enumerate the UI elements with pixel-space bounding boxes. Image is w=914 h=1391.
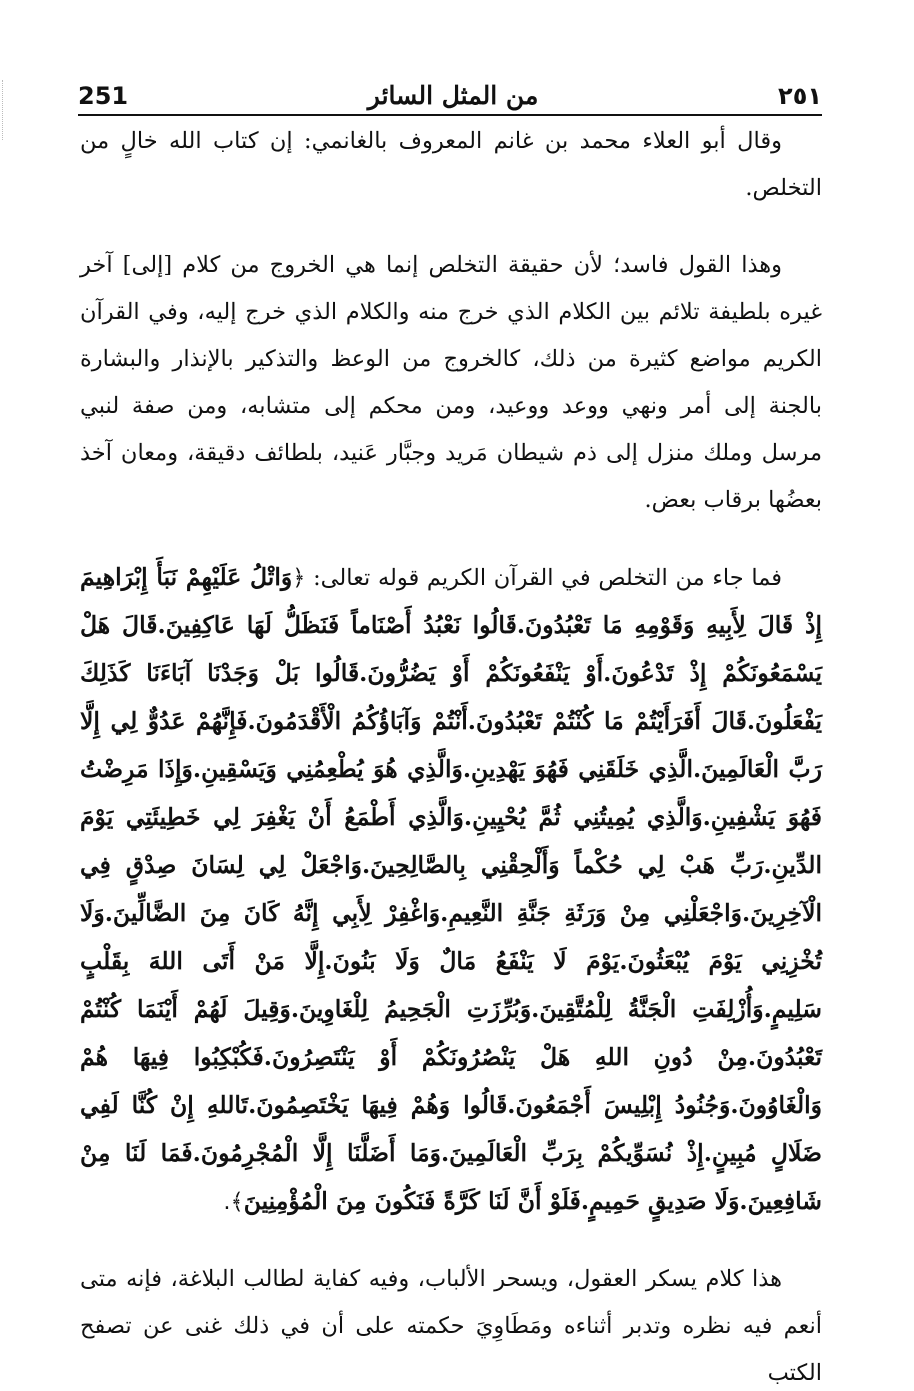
running-title: من المثل السائر (367, 81, 539, 110)
scan-margin-mark (2, 80, 19, 140)
page-body (80, 118, 822, 1386)
paragraph-3 (80, 554, 822, 1226)
quran-close-bracket: ﴾. (223, 1189, 244, 1215)
paragraph-4: هذا كلام يسكر العقول، ويسحر الألباب، وفيه كفاية لطالب البلاغة، فإنه متى أنعم فيه نظره وتدبر أثناءه ومَطَاوِيَ حكمته على أن في ذلك غنى عن تصفح الكتب (80, 1266, 822, 1386)
page-number-arabic: ٢٥١ (778, 82, 822, 110)
quran-open-bracket: ﴿ (292, 565, 306, 591)
quran-verses: وَاتْلُ عَلَيْهِمْ نَبَأَ إِبْرَاهِيمَ إِذْ قَالَ لِأَبِيهِ وَقَوْمِهِ مَا تَعْبُدُونَ.قَالُوا نَعْبُدُ أَصْنَاماً فَنَظَلُّ لَهَا عَاكِفِينَ.قَالَ هَلْ يَسْمَعُونَكُمْ إِذْ تَدْعُونَ.أَوْ يَنْفَعُونَكُمْ أَوْ يَضُرُّونَ.قَالُوا بَلْ وَجَدْنَا آبَاءَنَا كَذَلِكَ يَفْعَلُونَ.قَالَ أَفَرَأَيْتُمْ مَا كُنْتُمْ تَعْبُدُونَ.أَنْتُمْ وَآبَاؤُكُمُ الْأَقْدَمُونَ.فَإِنَّهُمْ عَدُوٌّ لِي إِلَّا رَبَّ الْعَالَمِينَ.الَّذِي خَلَقَنِي فَهُوَ يَهْدِينِ.وَالَّذِي هُوَ يُطْعِمُنِي وَيَسْقِينِ.وَإِذَا مَرِضْتُ فَهُوَ يَشْفِينِ.وَالَّذِي يُمِيتُنِي ثُمَّ يُحْيِينِ.وَالَّذِي أَطْمَعُ أَنْ يَغْفِرَ لِي خَطِيئَتِي يَوْمَ الدِّينِ.رَبِّ هَبْ لِي حُكْماً وَأَلْحِقْنِي بِالصَّالِحِينَ.وَاجْعَلْ لِي لِسَانَ صِدْقٍ فِي الْآخِرِينَ.وَاجْعَلْنِي مِنْ وَرَثَةِ جَنَّةِ النَّعِيمِ.وَاغْفِرْ لِأَبِي إِنَّهُ كَانَ مِنَ الضَّالِّينَ.وَلَا تُخْزِنِي يَوْمَ يُبْعَثُونَ.يَوْمَ لَا يَنْفَعُ مَالٌ وَلَا بَنُونَ.إِلَّا مَنْ أَتَى اللهَ بِقَلْبٍ سَلِيمٍ.وَأُزْلِفَتِ الْجَنَّةُ لِلْمُتَّقِينَ.وَبُرِّزَتِ الْجَحِيمُ لِلْغَاوِينَ.وَقِيلَ لَهُمْ أَيْنَمَا كُنْتُمْ تَعْبُدُونَ.مِنْ دُونِ اللهِ هَلْ يَنْصُرُونَكُمْ أَوْ يَنْتَصِرُونَ.فَكُبْكِبُوا فِيهَا هُمْ وَالْغَاوُونَ.وَجُنُودُ إِبْلِيسَ أَجْمَعُونَ.قَالُوا وَهُمْ فِيهَا يَخْتَصِمُونَ.تَاللهِ إِنْ كُنَّا لَفِي ضَلَالٍ مُبِينٍ.إِذْ نُسَوِّيكُمْ بِرَبِّ الْعَالَمِينَ.وَمَا أَضَلَّنَا إِلَّا الْمُجْرِمُونَ.فَمَا لَنَا مِنْ شَافِعِينَ.وَلَا صَدِيقٍ حَمِيمٍ.فَلَوْ أَنَّ لَنَا كَرَّةً فَنَكُونَ مِنَ الْمُؤْمِنِينَ (80, 563, 822, 1215)
paragraph-2: وهذا القول فاسد؛ لأن حقيقة التخلص إنما هي الخروج من كلام [إلى] آخر غيره بلطيفة تلائم بين الكلام الذي خرج منه والكلام الذي خرج إليه، وفي القرآن الكريم مواضع كثيرة من ذلك، كالخروج من الوعظ والتذكير بالإنذار والبشارة بالجنة إلى أمر ونهي ووعد ووعيد، ومن محكم إلى متشابه، ومن صفة لنبي مرسل وملك منزل إلى ذم شيطان مَريد وجبَّار عَنيد، بلطائف دقيقة، ومعان آخذ بعضُها برقاب بعض. (80, 252, 822, 513)
page-header (78, 72, 822, 116)
quran-intro: فما جاء من التخلص في القرآن الكريم قوله تعالى: (313, 565, 782, 591)
page-number-latin: 251 (78, 82, 129, 110)
paragraph-1: وقال أبو العلاء محمد بن غانم المعروف بالغانمي: إن كتاب الله خالٍ من التخلص. (80, 128, 822, 201)
